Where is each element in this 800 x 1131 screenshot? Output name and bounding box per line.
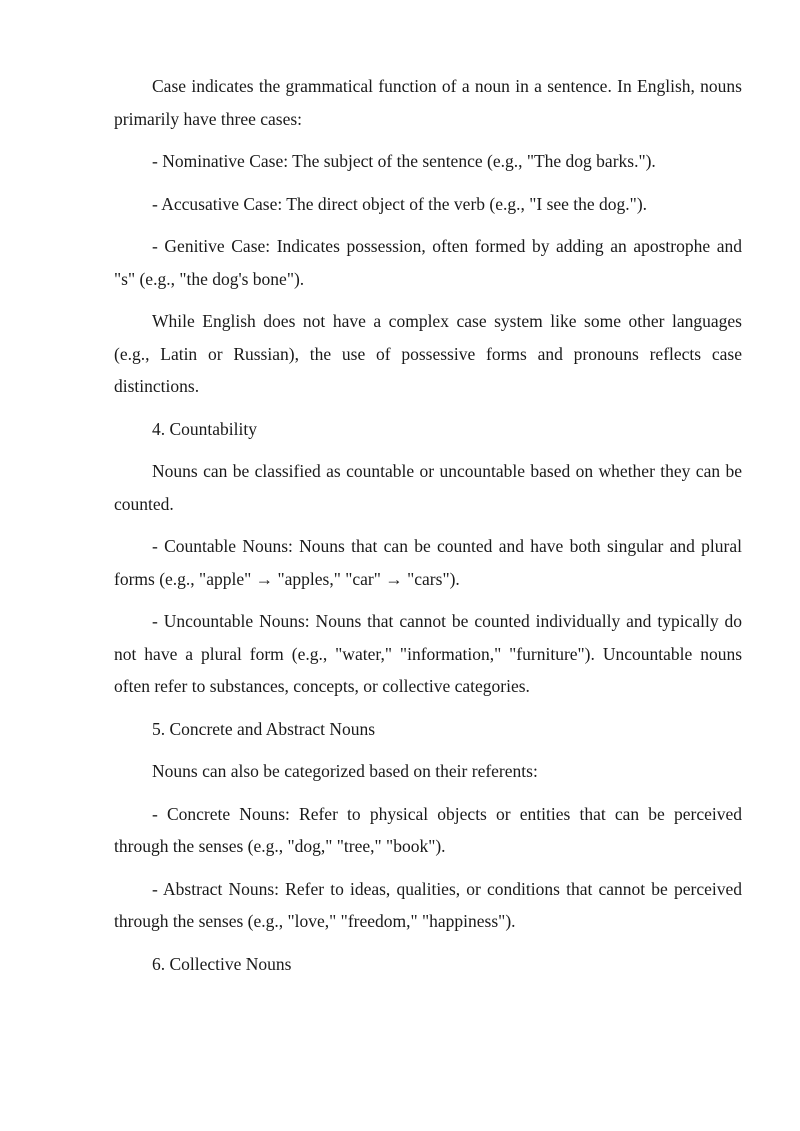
list-item-concrete-nouns: - Concrete Nouns: Refer to physical objects or entities that can be perceived through the senses (e.g., "dog," "tree," "book"). <box>114 803 742 856</box>
document-page <box>114 70 742 990</box>
paragraph-referents-intro: Nouns can also be categorized based on their referents: <box>152 761 538 781</box>
paragraph-countability-intro: Nouns can be classified as countable or uncountable based on whether they can be counted. <box>114 461 742 514</box>
list-item-genitive-case: - Genitive Case: Indicates possession, often formed by adding an apostrophe and "s" (e.g., "the dog's bone"). <box>114 236 742 289</box>
section-heading-collective: 6. Collective Nouns <box>152 953 292 974</box>
list-item-accusative-case: - Accusative Case: The direct object of the verb (e.g., "I see the dog."). <box>152 193 648 214</box>
section-heading-concrete-abstract: 5. Concrete and Abstract Nouns <box>152 718 376 739</box>
list-item-uncountable-nouns: - Uncountable Nouns: Nouns that cannot be counted individually and typically do not have a plural form (e.g., "water," "information," "furniture"). Uncountable nouns often refer to substances, concepts, or collective categories. <box>114 611 742 696</box>
paragraph-case-intro: Case indicates the grammatical function of a noun in a sentence. In English, nouns primarily have three cases: <box>114 76 742 129</box>
list-item-nominative-case: - Nominative Case: The subject of the sentence (e.g., "The dog barks."). <box>152 151 656 171</box>
paragraph-case-system: While English does not have a complex case system like some other languages (e.g., Latin or Russian), the use of possessive forms and pronouns reflects case distinctions. <box>114 311 742 396</box>
list-item-countable-nouns: - Countable Nouns: Nouns that can be counted and have both singular and plural forms (e.g., "apple" → "apples," "car" → "cars"). <box>114 536 742 589</box>
list-item-abstract-nouns: - Abstract Nouns: Refer to ideas, qualities, or conditions that cannot be perceived through the senses (e.g., "love," "freedom," "happiness"). <box>114 878 742 931</box>
section-heading-countability: 4. Countability <box>152 418 257 439</box>
